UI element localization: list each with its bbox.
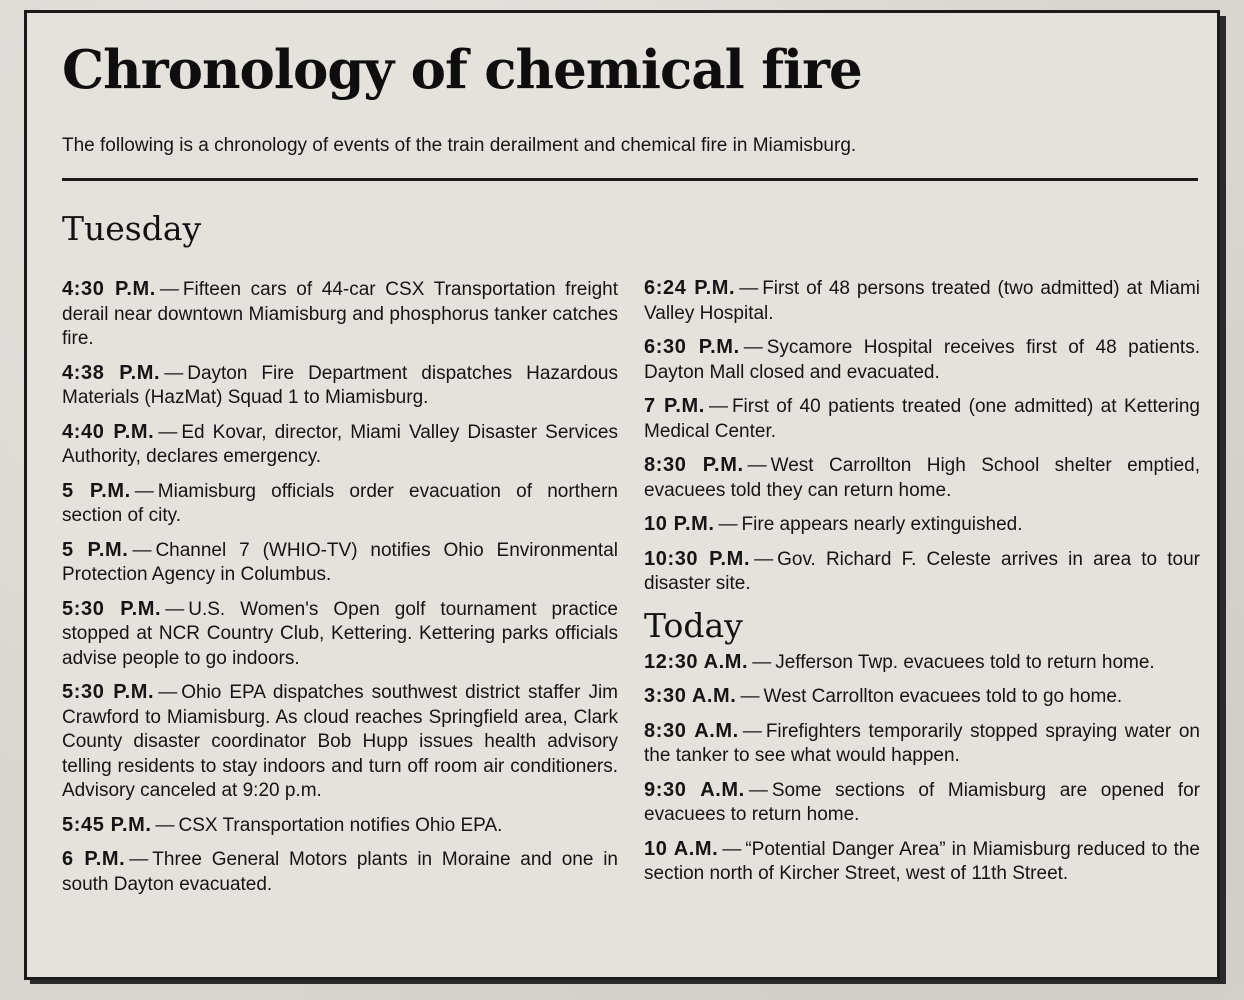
entry-dash: — (739, 278, 759, 299)
timeline-entry (644, 335, 1200, 385)
entry-text: CSX Transportation notifies Ohio EPA. (178, 814, 503, 836)
timeline-entry (644, 650, 1200, 676)
entry-time: 6:24 P.M. (644, 277, 736, 299)
section-title-today: Today (644, 605, 743, 645)
entry-time: 5 P.M. (62, 479, 131, 502)
entry-text: First of 40 patients treated (one admitted) at Kettering Medical Center. (644, 396, 1200, 442)
entry-time: 8:30 P.M. (644, 454, 744, 476)
entry-dash: — (134, 480, 154, 502)
timeline-entry (62, 538, 618, 588)
timeline-entry (62, 479, 618, 529)
entry-time: 6:30 P.M. (644, 336, 740, 358)
timeline-entry (62, 277, 618, 352)
entry-dash: — (164, 362, 184, 384)
timeline-entry (62, 813, 618, 839)
entry-text: Jefferson Twp. evacuees told to return home. (775, 651, 1155, 673)
timeline-entry (62, 361, 618, 411)
entry-time: 6 P.M. (62, 848, 126, 870)
entry-text: U.S. Women's Open golf tournament practice stopped at NCR Country Club, Kettering. Kettering parks officials advise people to go indoors. (62, 598, 618, 669)
section-title-tuesday: Tuesday (62, 209, 202, 248)
entry-dash: — (708, 396, 728, 417)
entry-text: Ed Kovar, director, Miami Valley Disaster Services Authority, declares emergency. (62, 421, 618, 467)
entry-dash: — (754, 548, 774, 570)
entry-dash: — (740, 686, 760, 707)
entry-text: Three General Motors plants in Moraine and one in south Dayton evacuated. (62, 849, 618, 895)
box-shadow-right (1220, 16, 1226, 984)
entry-text: Channel 7 (WHIO-TV) notifies Ohio Environmental Protection Agency in Columbus. (62, 539, 618, 585)
entry-text: Gov. Richard F. Celeste arrives in area to tour disaster site. (644, 548, 1200, 594)
entry-time: 9:30 A.M. (644, 778, 745, 801)
entry-time: 5:30 P.M. (62, 597, 162, 620)
entry-dash: — (743, 337, 763, 358)
entry-text: Fire appears nearly extinguished. (741, 514, 1023, 535)
timeline-entry (62, 680, 618, 804)
entry-text: Firefighters temporarily stopped spraying water on the tanker to see what would happen. (644, 720, 1200, 766)
timeline-entry (644, 394, 1200, 444)
timeline-entry (62, 420, 618, 470)
entry-dash: — (158, 421, 178, 443)
timeline-entry (644, 276, 1200, 326)
entry-time: 4:40 P.M. (62, 420, 155, 443)
entry-text: Some sections of Miamisburg are opened for evacuees to return home. (644, 779, 1200, 825)
timeline-entry (644, 719, 1200, 769)
entry-dash: — (748, 779, 768, 801)
entry-time: 10 P.M. (644, 513, 715, 535)
divider-rule (62, 178, 1198, 181)
entry-dash: — (158, 682, 178, 703)
timeline-entry (644, 684, 1200, 710)
timeline-entry (644, 547, 1200, 597)
entry-dash: — (155, 814, 175, 836)
entry-time: 10:30 P.M. (644, 547, 751, 570)
entry-time: 3:30 A.M. (644, 685, 737, 707)
entry-time: 4:30 P.M. (62, 278, 156, 300)
entry-time: 4:38 P.M. (62, 361, 161, 384)
entry-text: First of 48 persons treated (two admitted) at Miami Valley Hospital. (644, 278, 1200, 324)
entry-text: Miamisburg officials order evacuation of northern section of city. (62, 480, 618, 526)
entry-time: 5:30 P.M. (62, 681, 155, 703)
entry-text: “Potential Danger Area” in Miamisburg reduced to the section north of Kircher Street, west of 11th Street. (644, 838, 1200, 884)
intro-text: The following is a chronology of events of the train derailment and chemical fire in Miamisburg. (62, 135, 857, 156)
entry-text: Sycamore Hospital receives first of 48 patients. Dayton Mall closed and evacuated. (644, 337, 1200, 383)
entry-dash: — (747, 455, 767, 476)
timeline-entry (644, 453, 1200, 503)
timeline-entry (644, 512, 1200, 538)
entry-dash: — (752, 651, 772, 673)
timeline-entry (62, 597, 618, 672)
entry-dash: — (132, 539, 152, 561)
right-column (644, 276, 1200, 896)
timeline-entry (644, 778, 1200, 828)
entry-text: Ohio EPA dispatches southwest district staffer Jim Crawford to Miamisburg. As cloud reaches Springfield area, Clark County disaster coordinator Bob Hupp issues health advisory telling residents to stay indoors and turn off room air conditioners. Advisory canceled at 9:20 p.m. (62, 682, 618, 801)
timeline-entry (644, 837, 1200, 887)
entry-time: 10 A.M. (644, 837, 719, 860)
entry-time: 8:30 A.M. (644, 719, 739, 742)
entry-dash: — (742, 720, 762, 742)
entry-dash: — (159, 279, 179, 300)
entry-dash: — (718, 514, 738, 535)
entry-time: 5:45 P.M. (62, 813, 152, 836)
entry-dash: — (129, 849, 149, 870)
entry-text: West Carrollton High School shelter emptied, evacuees told they can return home. (644, 455, 1200, 501)
entry-dash: — (722, 838, 742, 860)
entry-text: West Carrollton evacuees told to go home. (763, 686, 1123, 707)
entry-time: 7 P.M. (644, 395, 705, 417)
entry-time: 12:30 A.M. (644, 650, 749, 673)
timeline-entry (62, 847, 618, 897)
entry-time: 5 P.M. (62, 538, 129, 561)
entry-text: Dayton Fire Department dispatches Hazardous Materials (HazMat) Squad 1 to Miamisburg. (62, 362, 618, 408)
headline: Chronology of chemical fire (62, 39, 862, 101)
entry-dash: — (165, 598, 185, 620)
left-column (62, 209, 618, 906)
entry-text: Fifteen cars of 44-car CSX Transportation freight derail near downtown Miamisburg and phosphorus tanker catches fire. (62, 279, 618, 349)
